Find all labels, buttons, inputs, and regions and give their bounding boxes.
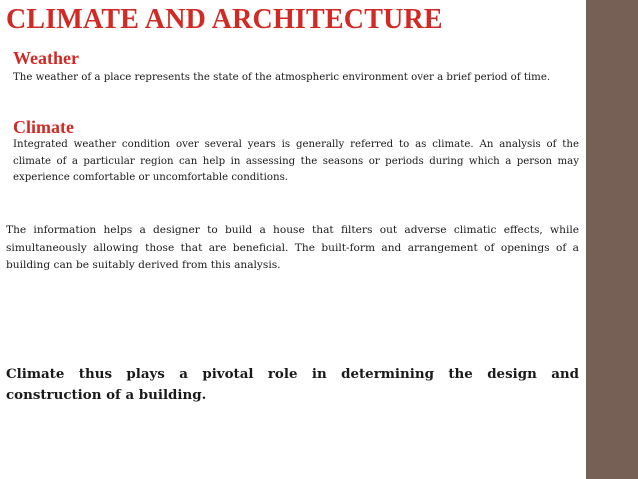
decorative-side-bar xyxy=(586,0,638,479)
weather-text: The weather of a place represents the state of the atmospheric environment over a brief period of time. xyxy=(13,72,551,83)
climate-text: Integrated weather condition over several years is generally referred to as climate. An analysis of the climate of a particular region can help in assessing the seasons or periods during which a person may experience comfortable or uncomfortable conditions. xyxy=(13,139,579,183)
weather-heading: Weather xyxy=(13,48,79,68)
slide-title: CLIMATE AND ARCHITECTURE xyxy=(6,4,443,35)
conclusion-text: Climate thus plays a pivotal role in determining the design and construction of a building. xyxy=(6,366,579,403)
info-paragraph: The information helps a designer to build a house that filters out adverse climatic effects, while simultaneously allowing those that are beneficial. The built-form and arrangement of openings of a building can be suitably derived from this analysis. xyxy=(6,224,579,271)
climate-heading: Climate xyxy=(13,117,74,137)
